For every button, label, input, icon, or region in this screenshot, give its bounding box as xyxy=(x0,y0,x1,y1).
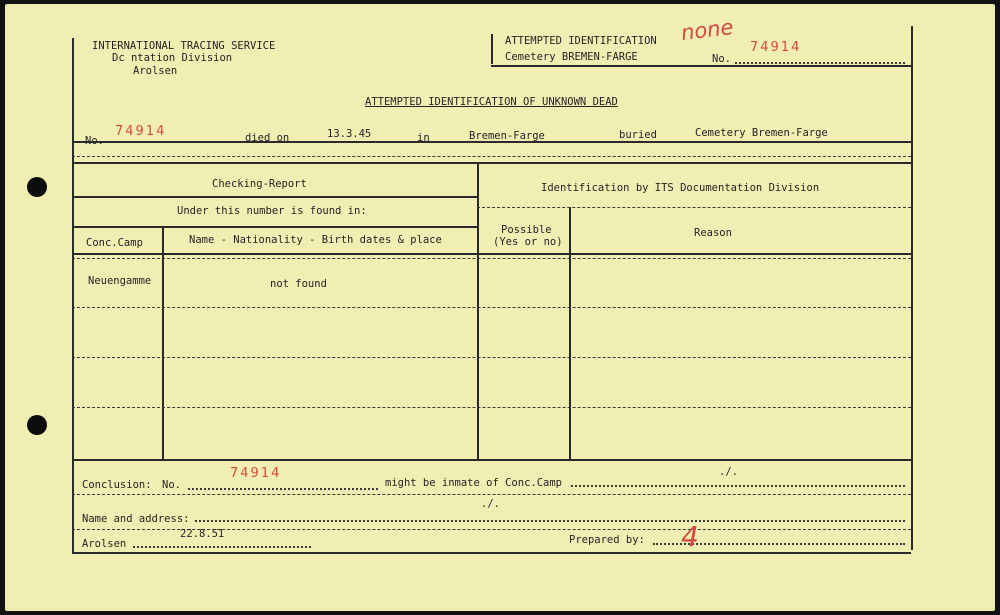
form-bottom xyxy=(72,552,911,554)
left-title-line xyxy=(72,196,477,198)
row-separator-2 xyxy=(72,357,911,358)
buried-label: buried xyxy=(619,129,657,141)
record-no-label: No. xyxy=(85,135,104,147)
left-border xyxy=(72,38,74,554)
record-line-top xyxy=(72,141,911,143)
col-header-possible-1: Possible xyxy=(501,224,552,236)
row-1-camp: Neuengamme xyxy=(88,275,152,287)
form-title: ATTEMPTED IDENTIFICATION OF UNKNOWN DEAD xyxy=(365,96,618,108)
record-line-bottom xyxy=(72,156,911,157)
col-header-camp: Conc.Camp xyxy=(86,237,143,249)
conclusion-mid-label: might be inmate of Conc.Camp xyxy=(385,477,563,489)
in-label: in xyxy=(417,132,430,144)
handwritten-scrawl: none xyxy=(679,14,735,46)
arolsen-label: Arolsen xyxy=(82,538,127,550)
header-box-bottom xyxy=(491,65,911,67)
table-bottom xyxy=(72,459,911,461)
prepared-by-value: 4 xyxy=(681,520,699,553)
prepared-by-label: Prepared by: xyxy=(569,534,645,546)
death-place: Bremen-Farge xyxy=(469,130,545,142)
left-subtitle-line xyxy=(72,226,477,228)
conclusion-camp-line xyxy=(571,485,905,487)
buried-value: Cemetery Bremen-Farge xyxy=(695,127,828,139)
date-value: 22.8.51 xyxy=(180,528,225,540)
col-divider-possible xyxy=(569,207,571,460)
right-border xyxy=(911,26,913,550)
name-address-label: Name and address: xyxy=(82,513,190,525)
identification-title: Identification by ITS Documentation Division xyxy=(541,182,820,194)
col-header-name: Name - Nationality - Birth dates & place xyxy=(189,234,442,246)
header-box-left xyxy=(491,34,493,64)
conclusion-camp-value: ./. xyxy=(719,466,738,478)
checking-report-subtitle: Under this number is found in: xyxy=(177,205,367,217)
header-bottom-line-1 xyxy=(72,253,911,255)
col-divider-camp xyxy=(162,226,164,460)
name-address-line xyxy=(195,520,905,522)
checking-report-title: Checking-Report xyxy=(212,178,307,190)
org-division: Dc ntation Division xyxy=(112,52,233,64)
header-box-no-label: No. xyxy=(712,53,731,65)
header-box-cemetery: Cemetery BREMEN-FARGE xyxy=(505,51,638,63)
header-bottom-line-2 xyxy=(72,258,911,259)
row-separator-1 xyxy=(72,307,911,308)
died-on-label: died on xyxy=(245,132,290,144)
punch-hole-bottom xyxy=(27,415,47,435)
died-on-value: 13.3.45 xyxy=(327,128,372,140)
col-header-possible-2: (Yes or no) xyxy=(493,236,563,248)
conclusion-label: Conclusion: xyxy=(82,479,152,491)
row-1-name: not found xyxy=(270,278,327,290)
punch-hole-top xyxy=(27,177,47,197)
record-no-value: 74914 xyxy=(115,124,167,139)
date-line xyxy=(133,546,311,548)
header-box-no-line xyxy=(735,62,905,64)
col-header-reason: Reason xyxy=(694,227,732,239)
document-card xyxy=(5,4,995,611)
header-box-no-value: 74914 xyxy=(750,40,802,55)
conclusion-separator xyxy=(72,494,911,495)
org-name: INTERNATIONAL TRACING SERVICE xyxy=(92,40,276,52)
table-top xyxy=(72,162,911,164)
conclusion-no-label: No. xyxy=(162,479,181,491)
header-box-title: ATTEMPTED IDENTIFICATION xyxy=(505,35,657,47)
conclusion-no-value: 74914 xyxy=(230,466,282,481)
org-city: Arolsen xyxy=(133,65,178,77)
row-separator-3 xyxy=(72,407,911,408)
name-address-value: ./. xyxy=(481,498,500,510)
right-title-line xyxy=(477,207,911,208)
conclusion-no-line xyxy=(188,488,378,490)
